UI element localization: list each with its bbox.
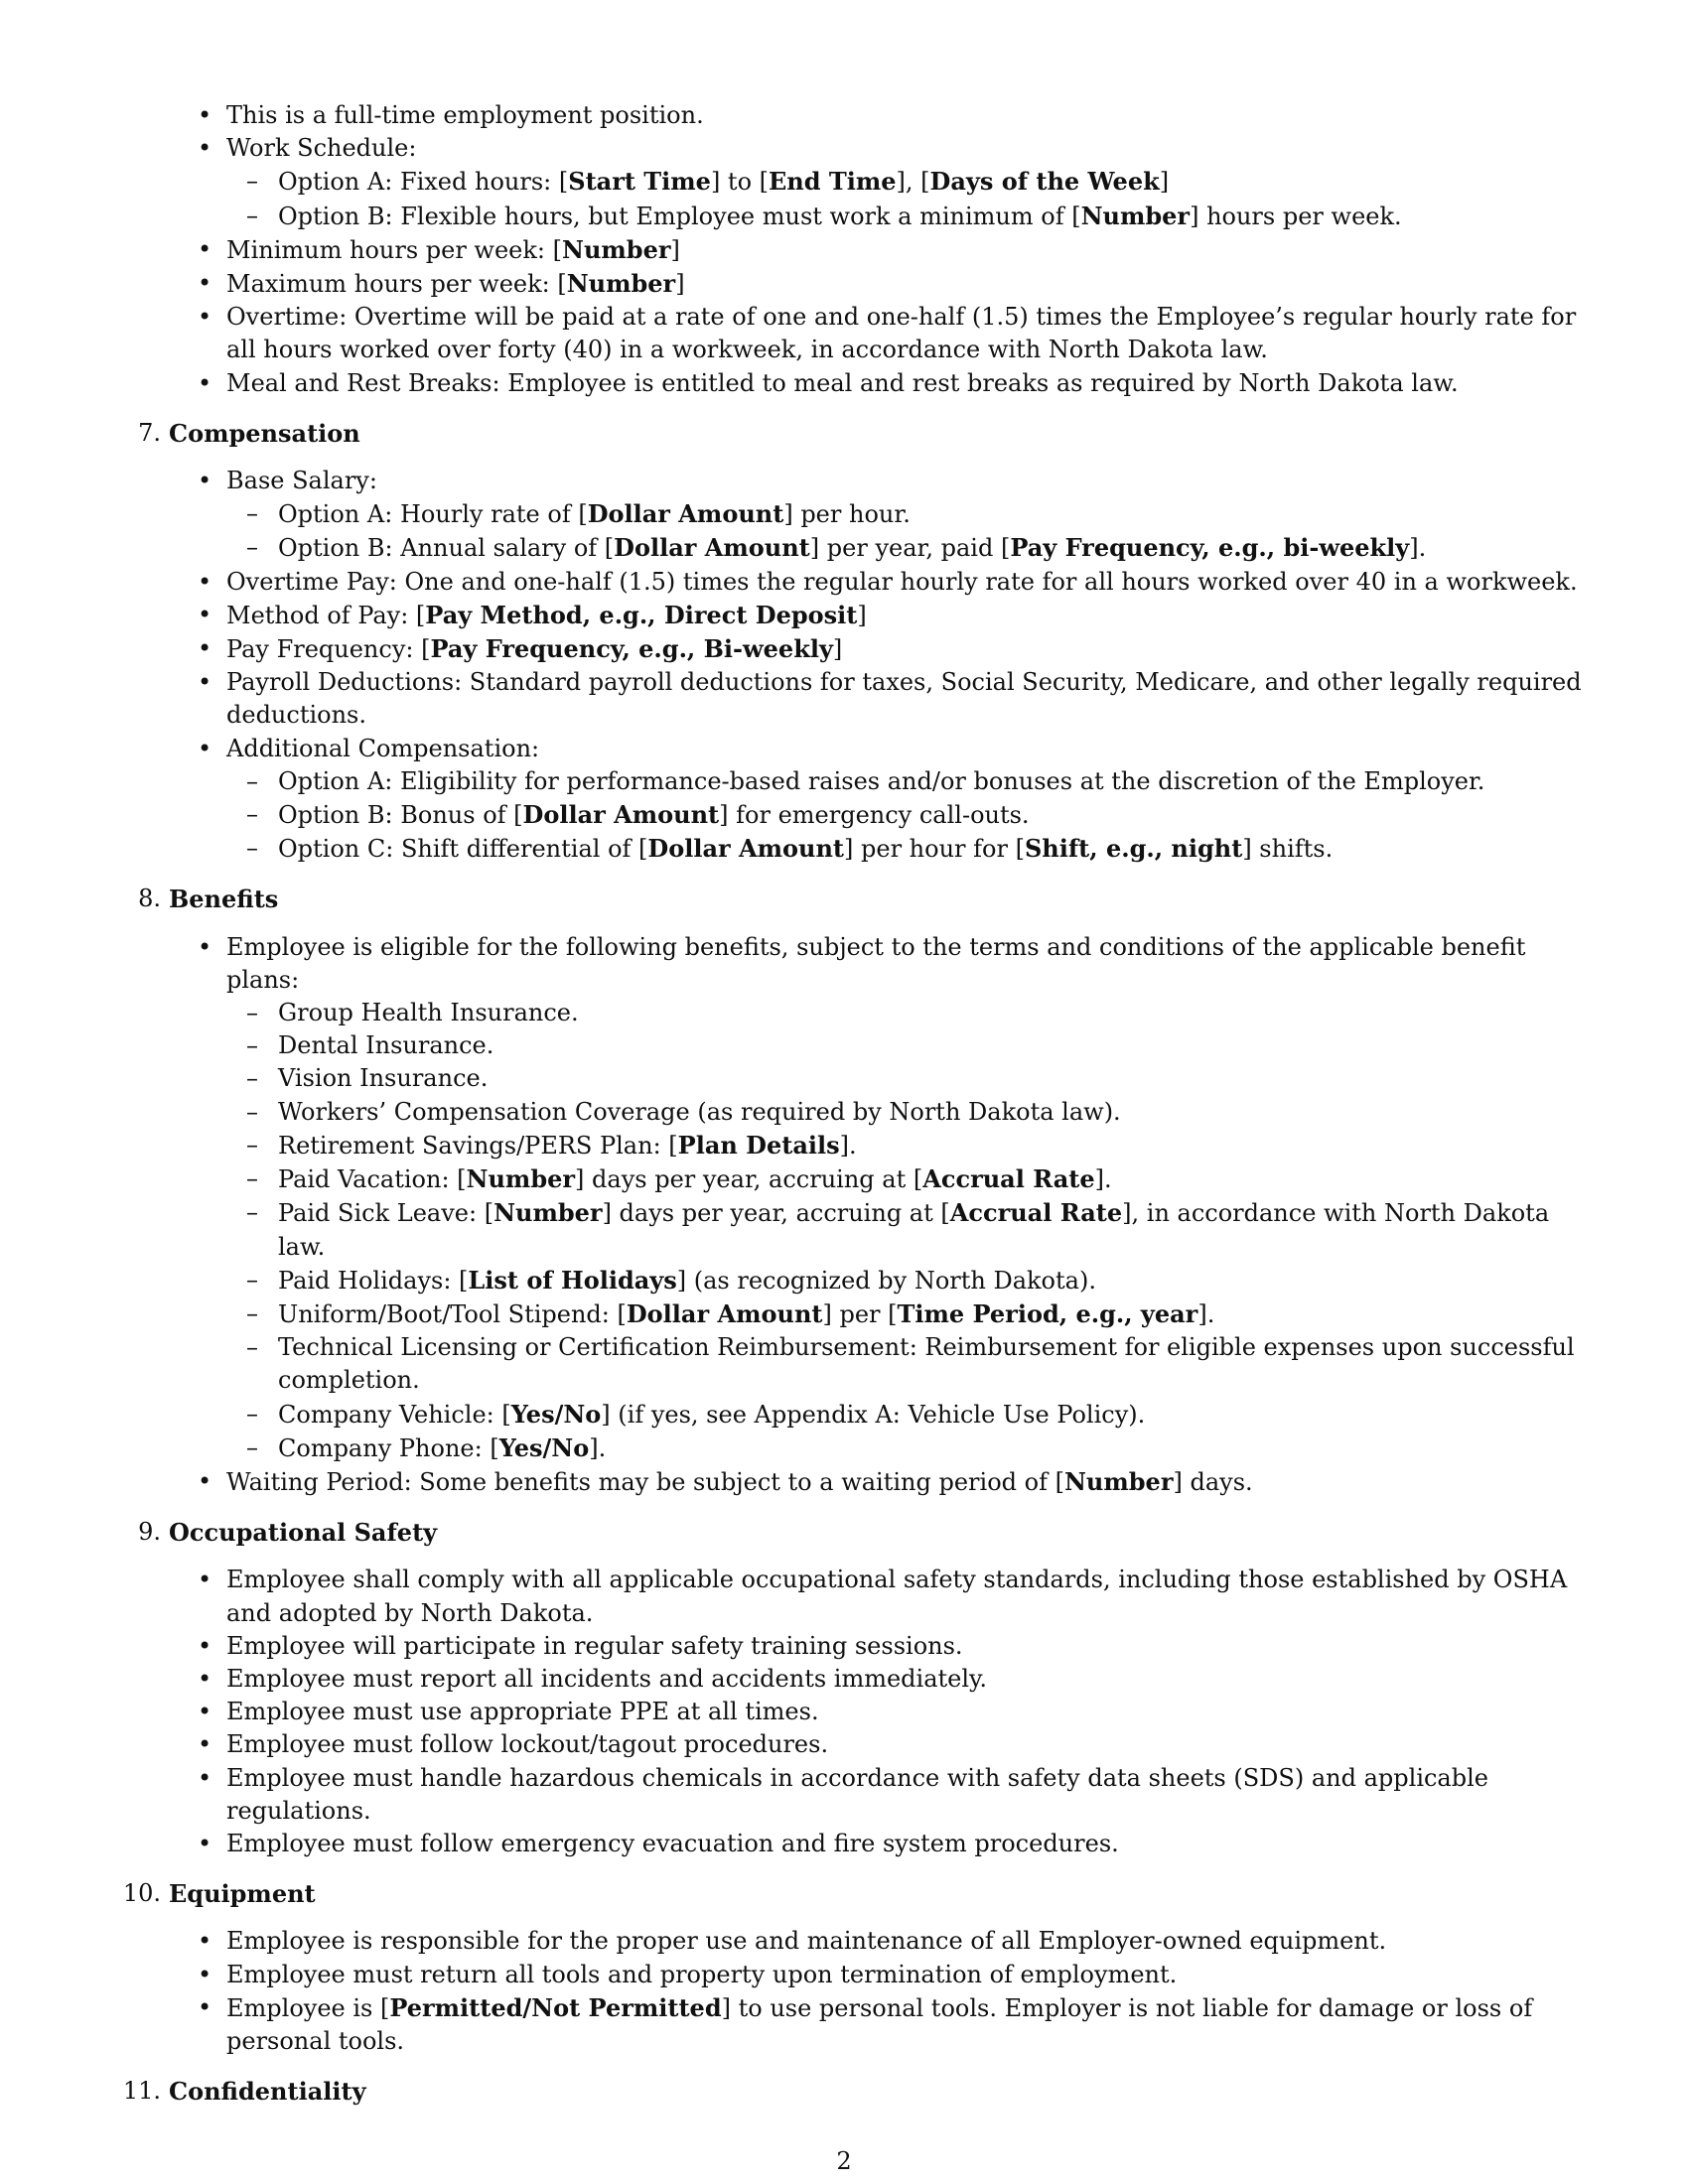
list-item: • Work Schedule: [169, 132, 1589, 165]
placeholder-field: Start Time [568, 167, 711, 197]
list-item: • Base Salary: [169, 465, 1589, 497]
placeholder-field: Pay Frequency, e.g., Bi-weekly [430, 634, 833, 664]
list-item: • Employee will participate in regular safety training sessions. [169, 1630, 1589, 1663]
list-item: • Maximum hours per week: [Number] [169, 267, 1589, 301]
sub-list-item: – Option A: Fixed hours: [Start Time] to [End Time], [Days of the Week] [169, 165, 1589, 199]
document-body [122, 99, 1589, 2122]
sub-list-item: – Option B: Flexible hours, but Employee must work a minimum of [Number] hours per week. [169, 200, 1589, 233]
list-item: • Employee must follow lockout/tagout procedures. [169, 1728, 1589, 1761]
placeholder-field: End Time [769, 167, 897, 197]
list-item: • Payroll Deductions: Standard payroll deductions for taxes, Social Security, Medicare, and other legally required deductions. [169, 666, 1589, 732]
section-heading-compensation: 7. Compensation [138, 418, 360, 448]
list-item: • Minimum hours per week: [Number] [169, 233, 1589, 267]
sub-list-item: – Company Phone: [Yes/No]. [169, 1432, 1589, 1465]
list-item: • Employee is [Permitted/Not Permitted] to use personal tools. Employer is not liable for damage or loss of personal tools. [169, 1991, 1589, 2058]
section-heading-occupational-safety: 9. Occupational Safety [138, 1518, 438, 1548]
list-item: • Additional Compensation: [169, 733, 1589, 765]
placeholder-field: Yes/No [510, 1399, 602, 1429]
placeholder-field: Dollar Amount [614, 533, 810, 563]
placeholder-field: Dollar Amount [647, 834, 845, 864]
placeholder-field: Accrual Rate [922, 1164, 1095, 1194]
list-item: • Employee must report all incidents and accidents immediately. [169, 1663, 1589, 1696]
sub-list-item: – Option A: Hourly rate of [Dollar Amount] per hour. [169, 497, 1589, 531]
placeholder-field: Yes/No [498, 1433, 590, 1462]
sub-list-item: – Workers’ Compensation Coverage (as required by North Dakota law). [169, 1096, 1589, 1129]
placeholder-field: Accrual Rate [949, 1198, 1123, 1228]
placeholder-field: Dollar Amount [522, 800, 720, 830]
sub-list-item: – Company Vehicle: [Yes/No] (if yes, see Appendix A: Vehicle Use Policy). [169, 1398, 1589, 1432]
list-item: • Waiting Period: Some benefits may be subject to a waiting period of [Number] days. [169, 1465, 1589, 1499]
list-item: • This is a full-time employment position. [169, 99, 1589, 132]
placeholder-field: Pay Method, e.g., Direct Deposit [425, 600, 858, 629]
placeholder-field: Dollar Amount [626, 1298, 823, 1328]
placeholder-field: Number [1080, 201, 1191, 230]
sub-list-item: – Paid Vacation: [Number] days per year, accruing at [Accrual Rate]. [169, 1162, 1589, 1196]
page-number: 2 [836, 2147, 852, 2175]
placeholder-field: Pay Frequency, e.g., bi-weekly [1010, 533, 1410, 563]
sub-list-item: – Vision Insurance. [169, 1062, 1589, 1095]
list-item: • Employee must use appropriate PPE at all times. [169, 1696, 1589, 1728]
section-heading-confidentiality: 11. Confidentiality [122, 2077, 366, 2107]
placeholder-field: Number [566, 269, 676, 299]
list-item: • Employee is eligible for the following benefits, subject to the terms and conditions of the applicable benefit plans: [169, 931, 1589, 997]
list-item: • Employee must follow emergency evacuation and fire system procedures. [169, 1828, 1589, 1860]
sub-list-item: – Group Health Insurance. [169, 997, 1589, 1029]
sub-list-item: – Option B: Annual salary of [Dollar Amount] per year, paid [Pay Frequency, e.g., bi-weekly]. [169, 531, 1589, 565]
list-item: • Employee must return all tools and property upon termination of employment. [169, 1959, 1589, 1991]
list-item: • Method of Pay: [Pay Method, e.g., Direct Deposit] [169, 599, 1589, 632]
placeholder-field: Dollar Amount [587, 499, 784, 529]
placeholder-field: Days of the Week [929, 167, 1160, 197]
section-heading-equipment: 10. Equipment [122, 1879, 316, 1909]
section-heading-benefits: 8. Benefits [138, 885, 279, 914]
sub-list-item: – Retirement Savings/PERS Plan: [Plan Details]. [169, 1129, 1589, 1162]
placeholder-field: Number [562, 234, 671, 264]
list-item: • Employee must handle hazardous chemicals in accordance with safety data sheets (SDS) and applicable regulations. [169, 1762, 1589, 1828]
sub-list-item: – Paid Holidays: [List of Holidays] (as recognized by North Dakota). [169, 1264, 1589, 1297]
placeholder-field: List of Holidays [468, 1265, 677, 1295]
sub-list-item: – Option A: Eligibility for performance-based raises and/or bonuses at the discretion of the Employer. [169, 765, 1589, 798]
placeholder-field: Number [466, 1164, 576, 1194]
list-item: • Pay Frequency: [Pay Frequency, e.g., Bi-weekly] [169, 632, 1589, 666]
sub-list-item: – Uniform/Boot/Tool Stipend: [Dollar Amount] per [Time Period, e.g., year]. [169, 1297, 1589, 1331]
placeholder-field: Plan Details [677, 1130, 840, 1160]
list-item: • Overtime Pay: One and one-half (1.5) times the regular hourly rate for all hours worked over 40 in a workweek. [169, 566, 1589, 599]
list-item: • Employee shall comply with all applicable occupational safety standards, including those established by OSHA and adopted by North Dakota. [169, 1564, 1589, 1629]
sub-list-item: – Option C: Shift differential of [Dollar Amount] per hour for [Shift, e.g., night] shifts. [169, 832, 1589, 866]
placeholder-field: Time Period, e.g., year [897, 1298, 1198, 1328]
list-item: • Overtime: Overtime will be paid at a rate of one and one-half (1.5) times the Employee’s regular hourly rate for all hours worked over forty (40) in a workweek, in accordance with North Dakota law. [169, 301, 1589, 366]
sub-list-item: – Option B: Bonus of [Dollar Amount] for emergency call-outs. [169, 798, 1589, 832]
list-item: • Meal and Rest Breaks: Employee is entitled to meal and rest breaks as required by North Dakota law. [169, 367, 1589, 400]
placeholder-field: Permitted/Not Permitted [389, 1992, 722, 2022]
placeholder-field: Number [493, 1198, 603, 1228]
sub-list-item: – Technical Licensing or Certification Reimbursement: Reimbursement for eligible expenses upon successful completion. [169, 1331, 1589, 1397]
placeholder-field: Shift, e.g., night [1024, 834, 1243, 864]
sub-list-item: – Paid Sick Leave: [Number] days per year, accruing at [Accrual Rate], in accordance with North Dakota law. [169, 1196, 1589, 1263]
list-item: • Employee is responsible for the proper use and maintenance of all Employer-owned equipment. [169, 1925, 1589, 1958]
placeholder-field: Number [1063, 1466, 1174, 1496]
sub-list-item: – Dental Insurance. [169, 1029, 1589, 1062]
